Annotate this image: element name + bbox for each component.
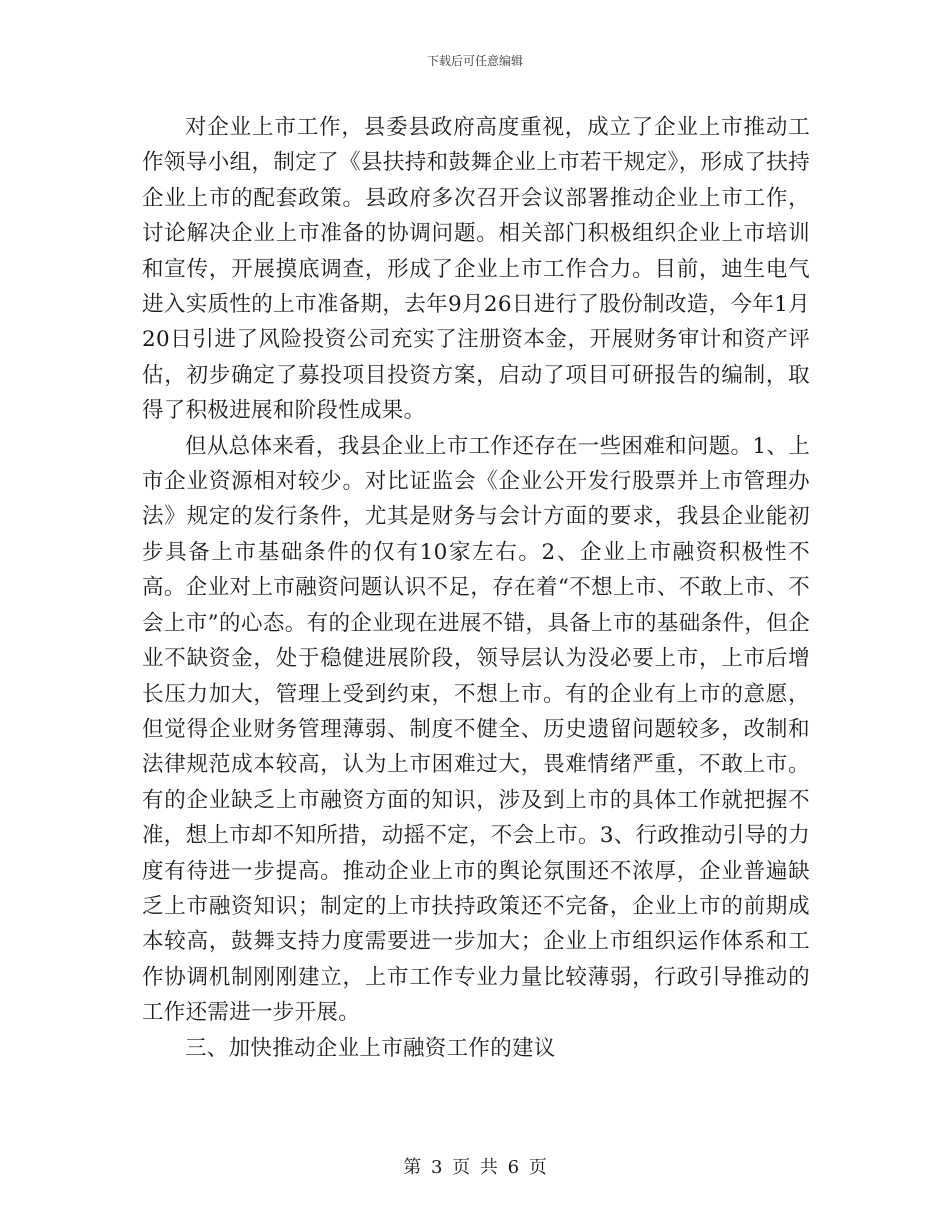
document-body	[142, 110, 810, 1066]
section-heading-suggestions: 三、加快推动企业上市融资工作的建议	[185, 1035, 556, 1061]
page-number: 第 3 页 共 6 页	[403, 1157, 547, 1178]
page-header-note: 下载后可任意编辑	[426, 54, 523, 68]
paragraph-problems: 但从总体来看，我县企业上市工作还存在一些困难和问题。1、上市企业资源相对较少。对比证监会《企业公开发行股票并上市管理办法》规定的发行条件，尤其是财务与会计方面的要求，我县企业能初步具备上市基础条件的仅有10家左右。2、企业上市融资积极性不高。企业对上市融资问题认识不足，存在着“不想上市、不敢上市、不会上市”的心态。有的企业现在进展不错，具备上市的基础条件，但企业不缺资金，处于稳健进展阶段，领导层认为没必要上市，上市后增长压力加大，管理上受到约束，不想上市。有的企业有上市的意愿，但觉得企业财务管理薄弱、制度不健全、历史遗留问题较多，改制和法律规范成本较高，认为上市困难过大，畏难情绪严重，不敢上市。有的企业缺乏上市融资方面的知识，涉及到上市的具体工作就把握不准，想上市却不知所措，动摇不定，不会上市。3、行政推动引导的力度有待进一步提高。推动企业上市的舆论氛围还不浓厚，企业普遍缺乏上市融资知识；制定的上市扶持政策还不完备，企业上市的前期成本较高，鼓舞支持力度需要进一步加大；企业上市组织运作体系和工作协调机制刚刚建立，上市工作专业力量比较薄弱，行政引导推动的工作还需进一步开展。	[142, 433, 810, 1026]
paragraph-listing-progress: 对企业上市工作，县委县政府高度重视，成立了企业上市推动工作领导小组，制定了《县扶持和鼓舞企业上市若干规定》，形成了扶持企业上市的配套政策。县政府多次召开会议部署推动企业上市工作，讨论解决企业上市准备的协调问题。相关部门积极组织企业上市培训和宣传，开展摸底调查，形成了企业上市工作合力。目前，迪生电气进入实质性的上市准备期，去年9月26日进行了股份制改造，今年1月20日引进了风险投资公司充实了注册资本金，开展财务审计和资产评估，初步确定了募投项目投资方案，启动了项目可研报告的编制，取得了积极进展和阶段性成果。	[142, 115, 810, 424]
